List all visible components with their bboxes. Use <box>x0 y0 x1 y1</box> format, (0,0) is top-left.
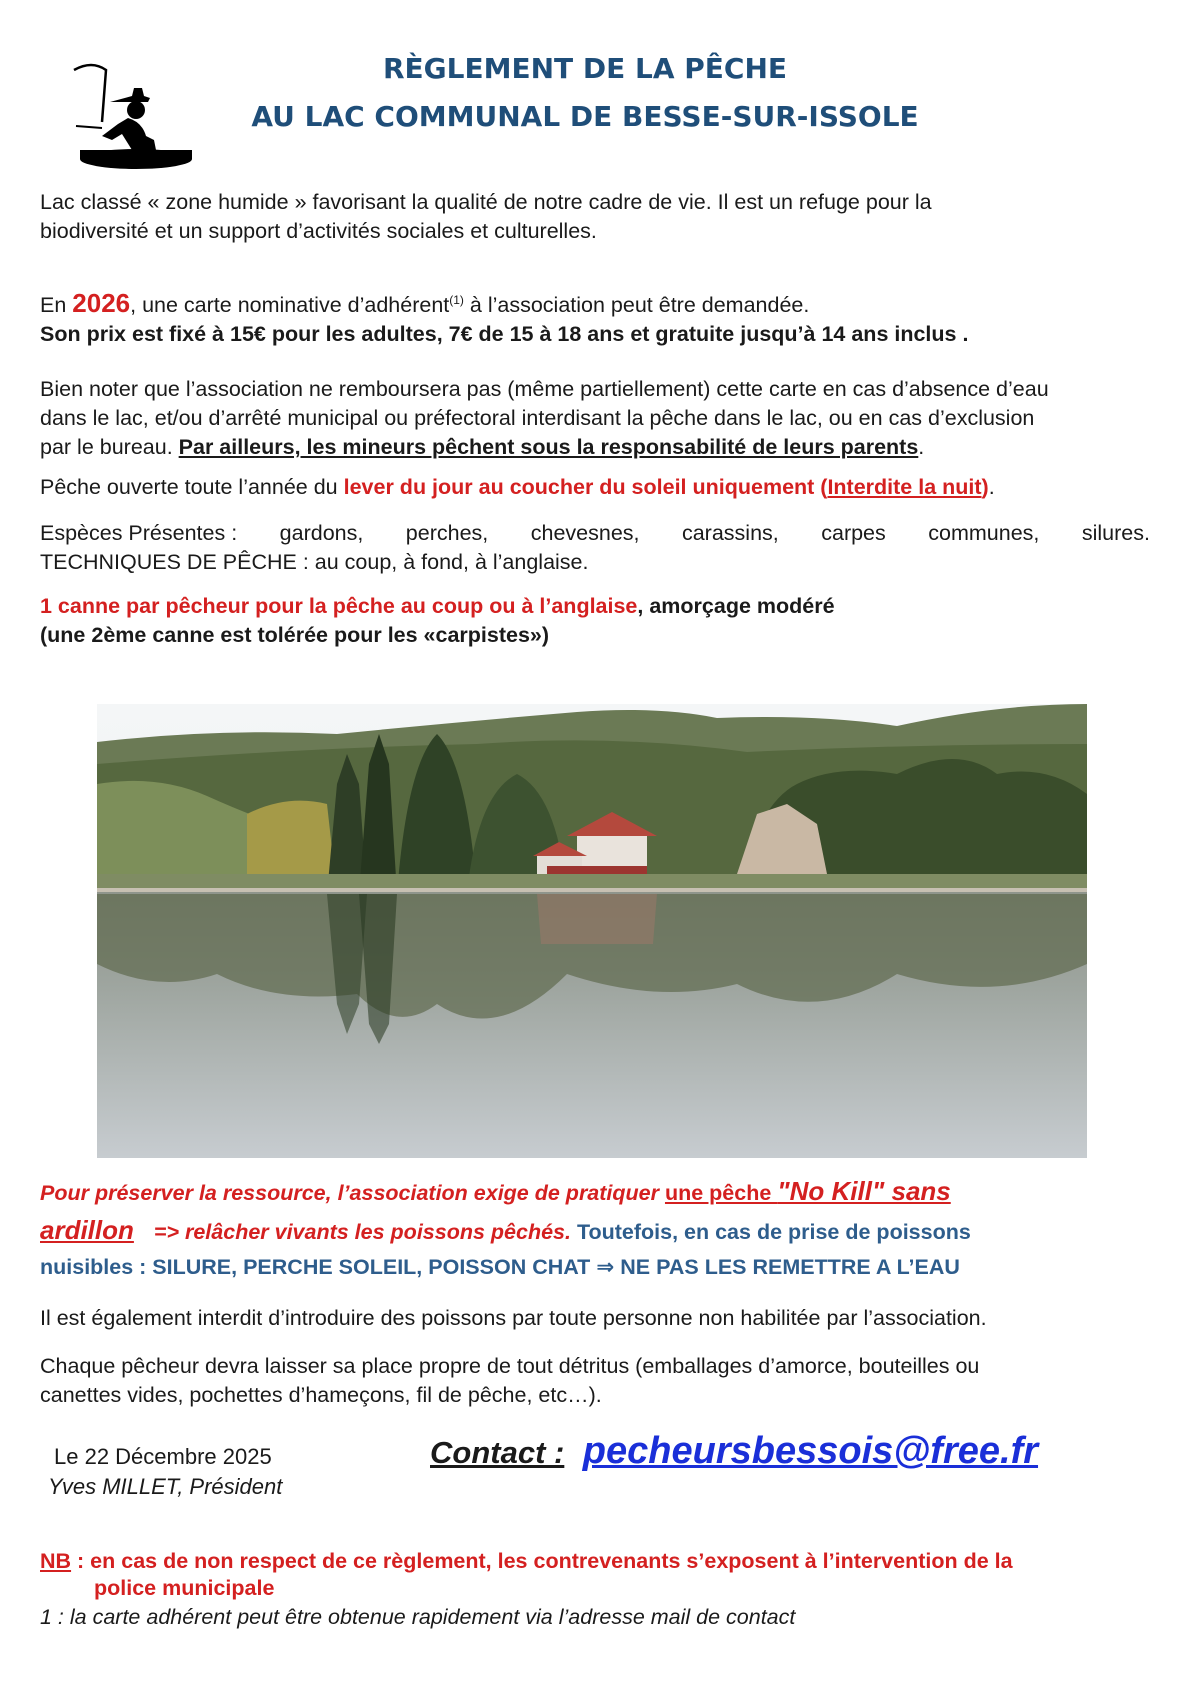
refund-line-3: par le bureau. Par ailleurs, les mineurs pêchent sous la responsabilité de leurs parents. <box>40 435 925 459</box>
signature-date: Le 22 Décembre 2025 <box>54 1444 272 1469</box>
species-item: gardons, <box>279 521 364 545</box>
no-kill-intro: Pour préserver la ressource, l’association exige de pratiquer <box>40 1181 665 1205</box>
hours-paragraph: Pêche ouverte toute l’année du lever du jour au coucher du soleil uniquement (Interdite la nuit). <box>40 475 995 499</box>
nb-line-2: police municipale <box>94 1576 275 1600</box>
no-kill-label: "No Kill" sans <box>777 1176 951 1206</box>
ardillon: ardillon <box>40 1215 134 1245</box>
rods-paragraph: 1 canne par pêcheur pour la pêche au coup ou à l’anglaise, amorçage modéré (une 2ème canne est tolérée pour les «carpistes») <box>40 592 1150 650</box>
species-item: communes, <box>928 521 1040 545</box>
page-title: RÈGLEMENT DE LA PÊCHE <box>382 52 788 85</box>
card-paragraph <box>40 286 1160 349</box>
rods-line-2: (une 2ème canne est tolérée pour les «carpistes») <box>40 623 550 647</box>
species-item: chevesnes, <box>530 521 640 545</box>
card-price: Son prix est fixé à 15€ pour les adultes, 7€ de 15 à 18 ans et gratuite jusqu’à 14 ans inclus . <box>40 322 969 347</box>
hours-red: lever du jour au coucher du soleil uniquement ( <box>343 475 828 499</box>
nb-label: NB <box>40 1549 72 1573</box>
intro-line-1: Lac classé « zone humide » favorisant la qualité de notre cadre de vie. Il est un refuge pour la <box>40 190 932 214</box>
techniques-line: TECHNIQUES DE PÊCHE : au coup, à fond, à l’anglaise. <box>40 550 589 574</box>
clean-line-2: canettes vides, pochettes d’hameçons, fil de pêche, etc…). <box>40 1383 602 1407</box>
card-suffix: à l’association peut être demandée. <box>463 293 810 318</box>
no-kill-paragraph: Pour préserver la ressource, l’association exige de pratiquer une pêche "No Kill" sans ardillon => relâcher vivants les poissons pêchés. Toutefois, en cas de prise de poissons nuisibles : SILURE, PERCHE SOLEIL, POISSON CHAT ⇒ NE PAS LES REMETTRE A L’EAU <box>40 1174 1160 1282</box>
refund-paragraph <box>40 375 1170 462</box>
fisherman-logo-icon <box>72 62 192 182</box>
signature-name-block <box>48 1472 378 1501</box>
release-instruction: => relâcher vivants les poissons pêchés. <box>153 1220 571 1244</box>
card-line <box>40 286 1160 320</box>
card-text: , une carte nominative d’adhérent <box>130 293 450 318</box>
species-line <box>40 519 1150 548</box>
lake-photo <box>97 704 1087 1158</box>
refund-line-2: dans le lac, et/ou d’arrêté municipal ou préfectoral interdisant la pêche dans le lac, ou en cas d’exclusion <box>40 406 1035 430</box>
footnote: 1 : la carte adhérent peut être obtenue rapidement via l’adresse mail de contact <box>40 1605 796 1629</box>
signature-block <box>54 1442 374 1471</box>
intro-line-2: biodiversité et un support d’activités sociales et culturelles. <box>40 219 597 243</box>
page-subtitle: AU LAC COMMUNAL DE BESSE-SUR-ISSOLE <box>251 100 919 133</box>
signature-name: Yves MILLET, Président <box>48 1474 283 1499</box>
species-item: perches, <box>405 521 489 545</box>
rods-rule: 1 canne par pêcheur pour la pêche au coup ou à l’anglaise <box>40 594 638 618</box>
species-item: carpes <box>821 521 886 545</box>
minors-responsibility: Par ailleurs, les mineurs pêchent sous la responsabilité de leurs parents <box>178 435 919 459</box>
species-label: Espèces Présentes : <box>40 521 238 545</box>
species-item: carassins, <box>681 521 779 545</box>
card-footnote-mark: (1) <box>449 293 464 307</box>
refund-line-1: Bien noter que l’association ne remboursera pas (même partiellement) cette carte en cas d’absence d’eau <box>40 377 1049 401</box>
species-item: silures. <box>1081 521 1150 545</box>
species-paragraph <box>40 519 1150 577</box>
contact-block <box>430 1430 1150 1473</box>
contact-label: Contact : <box>430 1435 565 1470</box>
card-prefix: En <box>40 293 73 318</box>
clean-paragraph <box>40 1352 1160 1410</box>
night-ban: Interdite la nuit <box>827 475 982 499</box>
clean-line-1: Chaque pêcheur devra laisser sa place propre de tout détritus (emballages d’amorce, bouteilles ou <box>40 1354 980 1378</box>
nb-paragraph: NB : en cas de non respect de ce règlement, les contrevenants s’exposent à l’intervention de la police municipale <box>40 1548 1170 1602</box>
card-year: 2026 <box>72 288 131 319</box>
contact-email-link[interactable]: pecheursbessois@free.fr <box>582 1430 1039 1472</box>
intro-paragraph <box>40 188 1150 246</box>
nuisible-species: nuisibles : SILURE, PERCHE SOLEIL, POISSON CHAT ⇒ NE PAS LES REMETTRE A L’EAU <box>40 1255 960 1279</box>
introduce-paragraph: Il est également interdit d’introduire des poissons par toute personne non habilitée par l’association. <box>40 1306 987 1330</box>
